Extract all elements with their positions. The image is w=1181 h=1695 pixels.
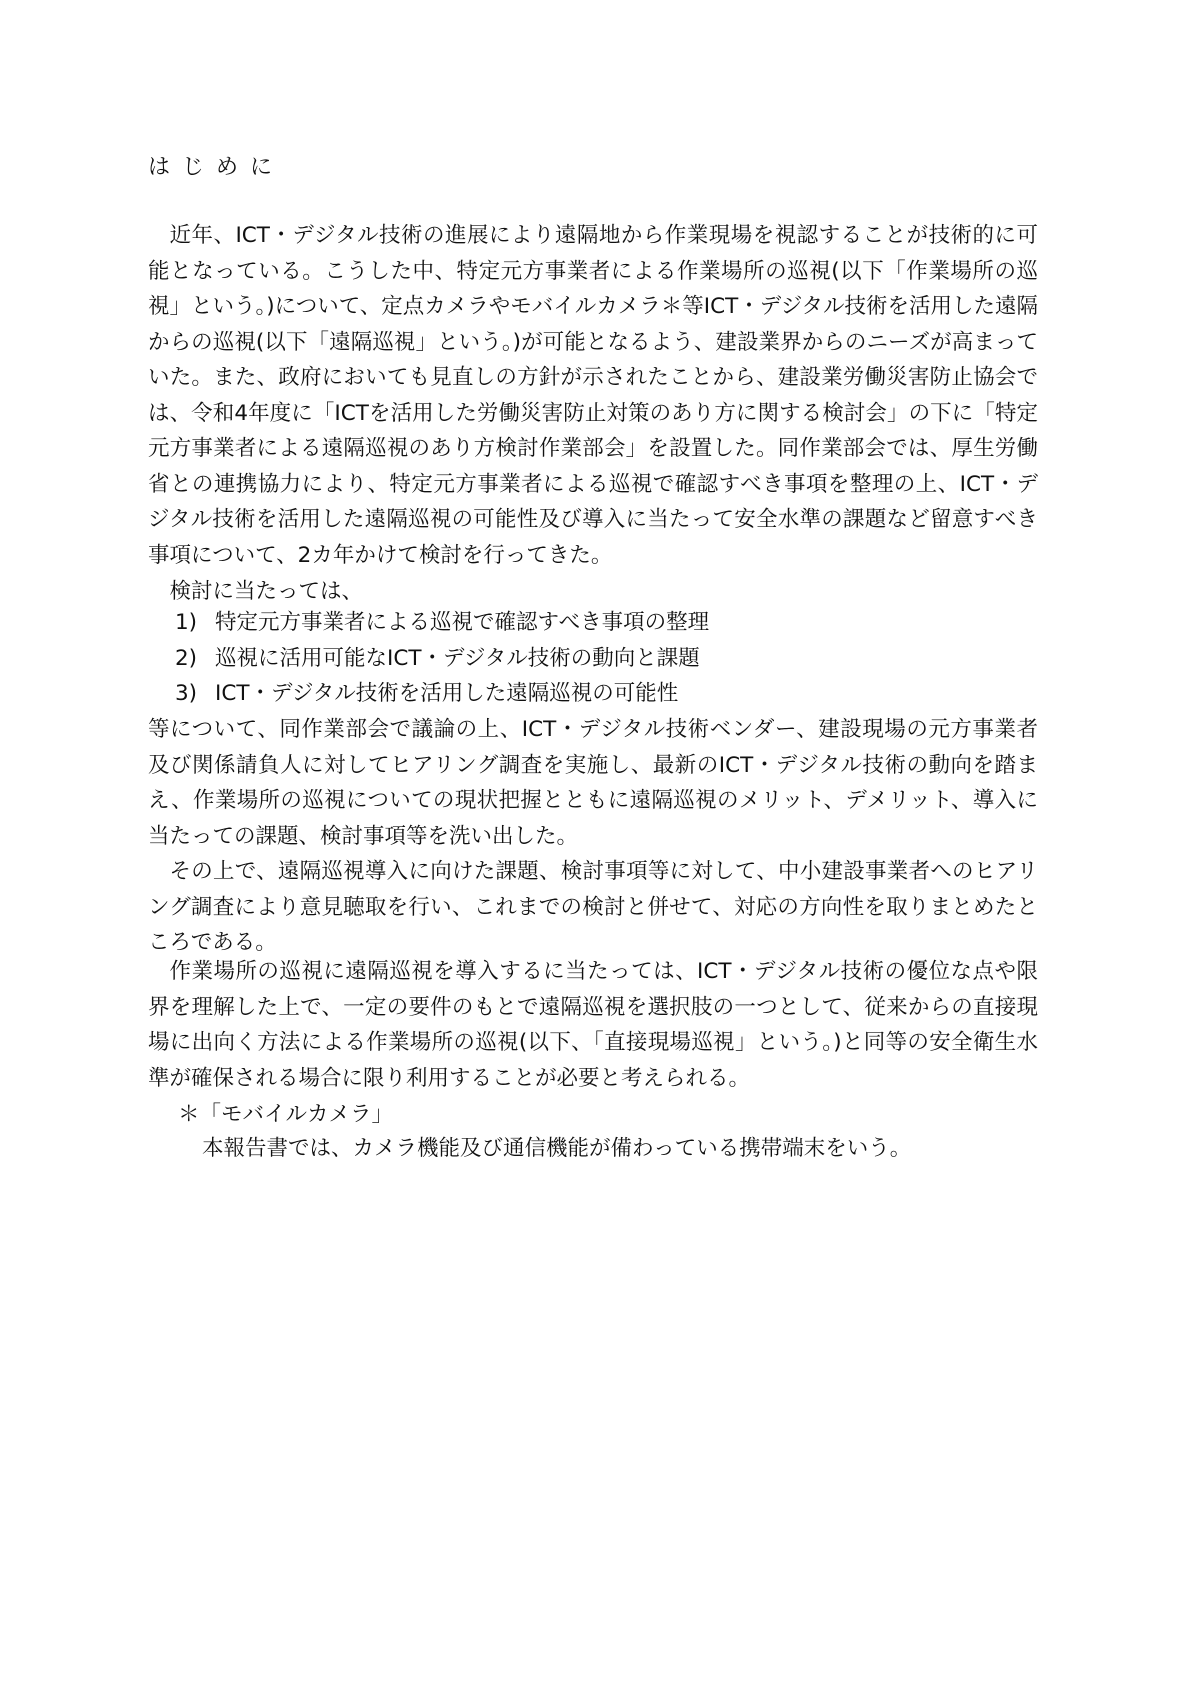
list-item	[148, 676, 1038, 712]
paragraph-conclusion: 作業場所の巡視に遠隔巡視を導入するに当たっては、ICT・デジタル技術の優位な点や限界を理解した上で、一定の要件のもとで遠隔巡視を選択肢の一つとして、従来からの直接現場に出向く方法による作業場所の巡視(以下、「直接現場巡視」という。)と同等の安全衛生水準が確保される場合に限り利用することが必要と考えられる。	[148, 959, 1038, 1091]
paragraph-intro: 近年、ICT・デジタル技術の進展により遠隔地から作業現場を視認することが技術的に可能となっている。こうした中、特定元方事業者による作業場所の巡視(以下「作業場所の巡視」という。)について、定点カメラやモバイルカメラ＊等ICT・デジタル技術を活用した遠隔からの巡視(以下「遠隔巡視」という。)が可能となるよう、建設業界からのニーズが高まっていた。また、政府においても見直しの方針が示されたことから、建設業労働災害防止協会では、令和4年度に「ICTを活用した労働災害防止対策のあり方に関する検討会」の下に「特定元方事業者による遠隔巡視のあり方検討作業部会」を設置した。同作業部会では、厚生労働省との連携協力により、特定元方事業者による巡視で確認すべき事項を整理の上、ICT・デジタル技術を活用した遠隔巡視の可能性及び導入に当たって安全水準の課題など留意すべき事項について、2カ年かけて検討を行ってきた。	[148, 223, 1038, 568]
list-item-number: 2)	[175, 645, 198, 671]
list-item	[148, 641, 1038, 677]
paragraph-study-items: 検討に当たっては、	[169, 579, 364, 604]
list-item-number: 1)	[175, 610, 198, 635]
page-title: はじめに	[148, 155, 285, 180]
list-item-text: 特定元方事業者による巡視で確認すべき事項の整理	[215, 610, 710, 635]
list-item-text: 巡視に活用可能なICT・デジタル技術の動向と課題	[215, 645, 700, 671]
footnote-body: 本報告書では、カメラ機能及び通信機能が備わっている携帯端末をいう。	[202, 1136, 912, 1161]
list-item-text: ICT・デジタル技術を活用した遠隔巡視の可能性	[215, 681, 679, 706]
study-item-list	[148, 605, 1038, 712]
list-item-number: 3)	[175, 681, 198, 706]
paragraph-direction: その上で、遠隔巡視導入に向けた課題、検討事項等に対して、中小建設事業者へのヒアリング調査により意見聴取を行い、これまでの検討と併せて、対応の方向性を取りまとめたところである。	[148, 859, 1038, 955]
list-item	[148, 605, 1038, 641]
paragraph-findings: 等について、同作業部会で議論の上、ICT・デジタル技術ベンダー、建設現場の元方事業者及び関係請負人に対してヒアリング調査を実施し、最新のICT・デジタル技術の動向を踏まえ、作業場所の巡視についての現状把握とともに遠隔巡視のメリット、デメリット、導入に当たっての課題、検討事項等を洗い出した。	[148, 717, 1038, 849]
footnote-title: ＊「モバイルカメラ」	[178, 1102, 394, 1127]
